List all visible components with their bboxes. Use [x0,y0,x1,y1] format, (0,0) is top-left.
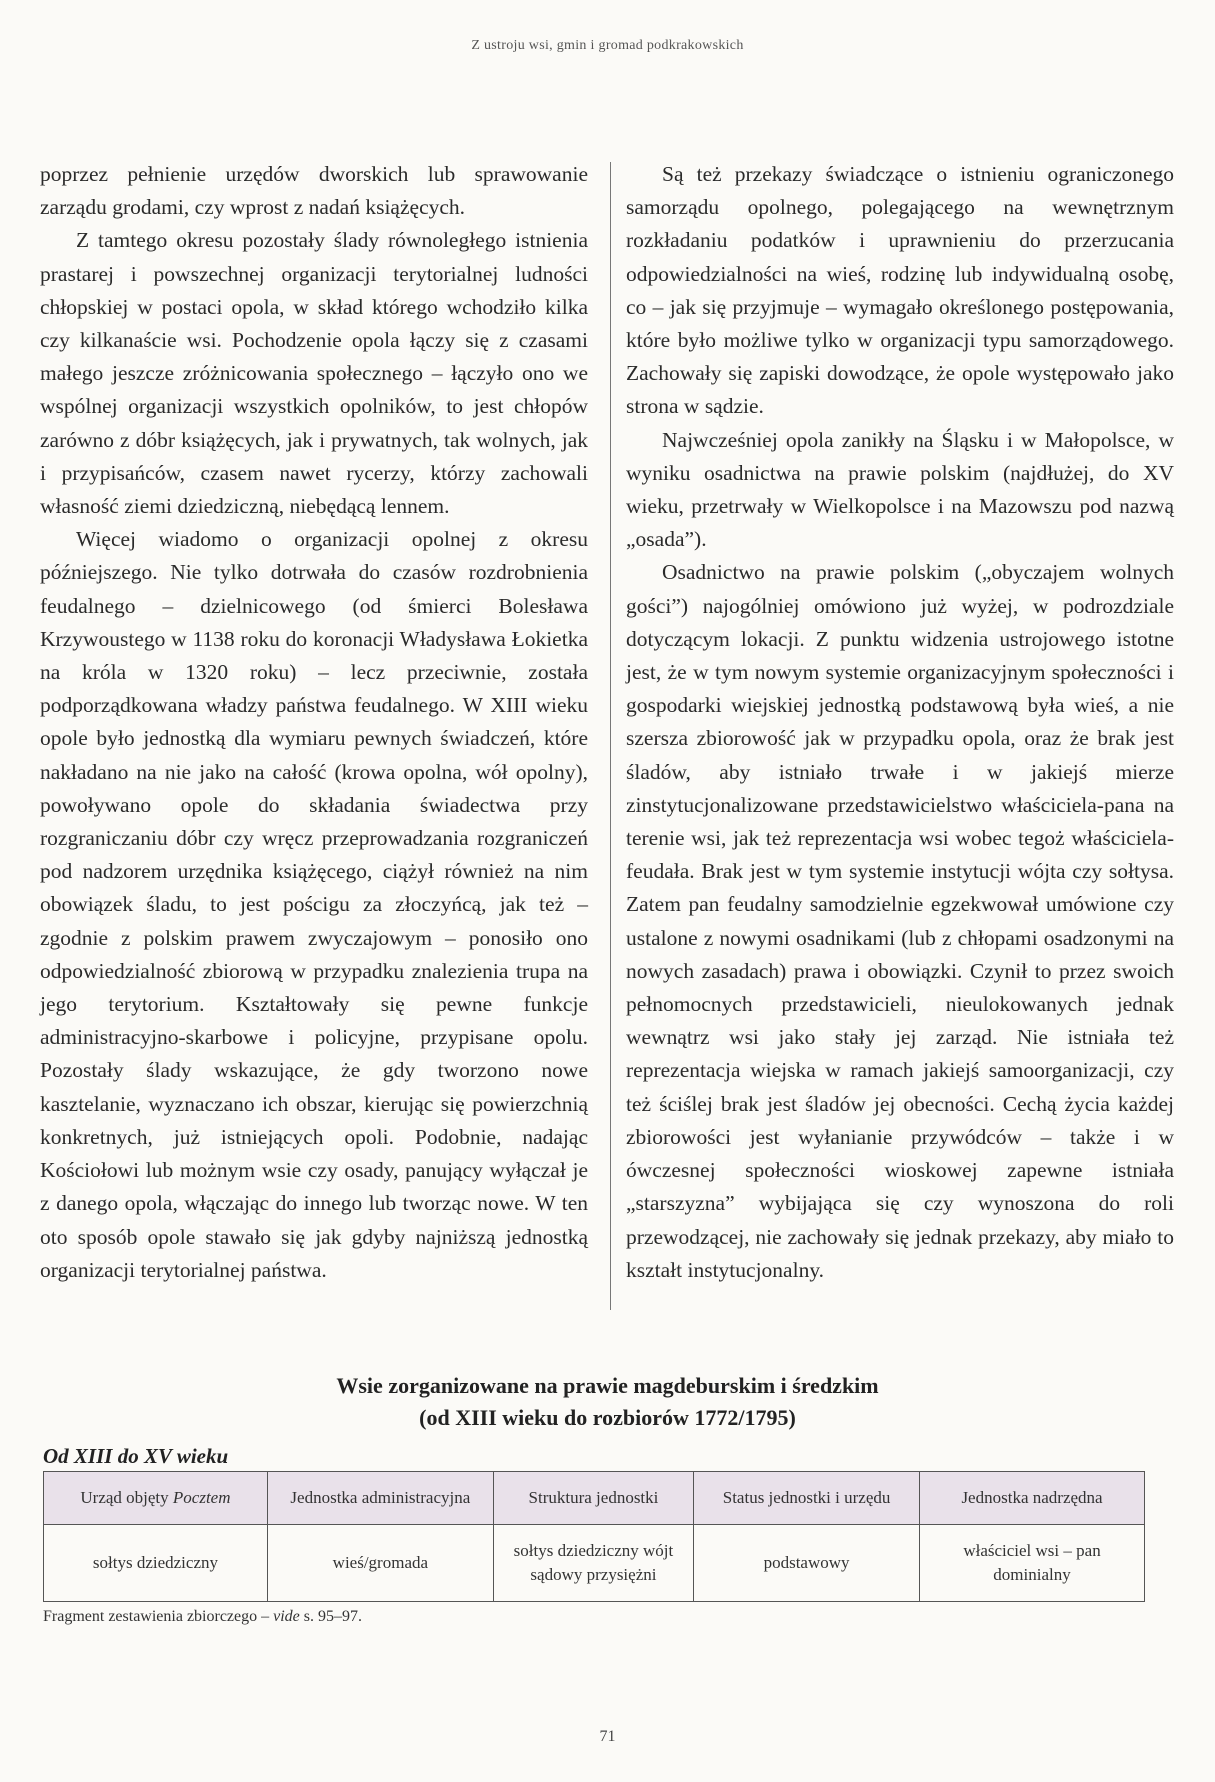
header-cell-admin-unit: Jednostka administracyjna [267,1472,493,1525]
caption-text-end: s. 95–97. [299,1608,363,1625]
paragraph: Więcej wiadomo o organizacji opolnej z okresu późniejszego. Nie tylko dotrwała do czasów rozdrobnienia feudalnego – dzielnicowego (od śmierci Bolesława Krzywoustego w 1138 roku do koronacji Władysława Łokietka na króla w 1320 roku) – lecz przeciwnie, została podporządkowana władzy państwa feudalnego. W XIII wieku opole było jednostką dla wymiaru pewnych świadczeń, które nakładano na nie jako na całość (krowa opolna, wół opolny), powoływano opole do składania świadectwa przy rozgraniczaniu dóbr czy wręcz przeprowadzania rozgraniczeń pod nadzorem urzędnika książęcego, ciążył również na nim obowiązek śladu, to jest pościgu za złoczyńcą, jak też – zgodnie z polskim prawem zwyczajowym – ponosiło ono odpowiedzialność zbiorową w przypadku znalezienia trupa na jego terytorium. Kształtowały się pewne funkcje administracyjno-skarbowe i policyjne, przypisane opolu. Pozostały ślady wskazujące, że gdy tworzono nowe kasztelanie, wyznaczano ich obszar, kierując się powierzchnią konkretnych, już istniejących opoli. Podobnie, nadając Kościołowi lub możnym wsie czy osady, panujący wyłączał je z danego opola, włączając do innego lub tworząc nowe. W ten oto sposób opole stawało się jak gdyby najniższą jednostką organizacji terytorialnej państwa. [40,527,588,1282]
table-row [44,1525,1145,1602]
caption-italic: vide [273,1608,300,1625]
table-cell: właściciel wsi – pan dominialny [920,1525,1145,1602]
caption-text: Fragment zestawienia zbiorczego – [43,1608,274,1625]
table-cell: sołtys dziedziczny [44,1525,268,1602]
table-header-row [44,1472,1145,1525]
paragraph: poprzez pełnienie urzędów dworskich lub sprawowanie zarządu grodami, czy wprost z nadań książęcych. [40,162,588,220]
paragraph: Z tamtego okresu pozostały ślady równoległego istnienia prastarej i powszechnej organizacji terytorialnej ludności chłopskiej w postaci opola, w skład którego wchodziło kilka czy kilkanaście wsi. Pochodzenie opola łączy się z czasami małego jeszcze zróżnicowania społecznego – łączyło ono we wspólnej organizacji wszystkich opolników, to jest chłopów zarówno z dóbr książęcych, jak i prywatnych, tak wolnych, jak i przypisańców, czasem nawet rycerzy, którzy zachowali własność ziemi dziedziczną, niebędącą lennem. [40,228,588,519]
table-cell: sołtys dziedziczny wójt sądowy przysiężni [493,1525,693,1602]
page-number: 71 [599,1728,616,1745]
table-title-line: Wsie zorganizowane na prawie magdeburskim i średzkim [336,1373,879,1398]
paragraph: Są też przekazy świadczące o istnieniu ograniczonego samorządu opolnego, polegającego na wewnętrznym rozkładaniu podatków i uprawnieniu do przerzucania odpowiedzialności na wieś, rodzinę lub indywidualną osobę, co – jak się przyjmuje – wymagało określonego postępowania, które było możliwe tylko w organizacji typu samorządowego. Zachowały się zapiski dowodzące, że opole występowało jako strona w sądzie. [626,162,1174,419]
header-text: Urząd objęty [80,1488,173,1507]
column-divider [610,162,611,1310]
right-text-column [626,158,1174,1287]
table-caption [43,1608,362,1626]
left-text-column [40,158,588,1287]
paragraph: Osadnictwo na prawie polskim („obyczajem wolnych gości”) najogólniej omówiono już wyżej, w podrozdziale dotyczącym lokacji. Z punktu widzenia ustrojowego istotne jest, że w tym nowym systemie organizacyjnym społeczności i gospodarki wiejskiej jednostką podstawową była wieś, a nie szersza zbiorowość jak w przypadku opola, oraz że brak jest śladów, aby istniało trwałe i w jakiejś mierze zinstytucjonalizowane przedstawicielstwo właściciela-pana na terenie wsi, jak też reprezentacja wsi wobec tegoż właściciela-feudała. Brak jest w tym systemie instytucji wójta czy sołtysa. Zatem pan feudalny samodzielnie egzekwował umówione czy ustalone z nowymi osadnikami (lub z chłopami osadzonymi na nowych zasadach) prawa i obowiązki. Czynił to przez swoich pełnomocnych przedstawicieli, nieulokowanych jednak wewnątrz wsi jako stały jej zarząd. Nie istniała też reprezentacja wiejska w ramach jakiejś samoorganizacji, czy też ściślej brak jest śladów jej obecności. Cechą życia każdej zbiorowości jest wyłanianie przywódców – także i w ówczesnej społeczności wioskowej zapewne istniała „starszyzna” wybijająca się czy wynoszona do roli przewodzącej, nie zachowały się jednak przekazy, aby miało to kształt instytucjonalny. [626,560,1174,1282]
table-subtitle-line: (od XIII wieku do rozbiorów 1772/1795) [419,1405,796,1430]
header-italic-text: Pocztem [172,1488,231,1507]
header-cell-structure: Struktura jednostki [493,1472,693,1525]
table-cell: wieś/gromada [267,1525,493,1602]
header-cell-superior-unit: Jednostka nadrzędna [920,1472,1145,1525]
running-header: Z ustroju wsi, gmin i gromad podkrakowskich [471,38,744,53]
header-cell-status: Status jednostki i urzędu [694,1472,920,1525]
table-title [0,1370,1215,1434]
table-cell: podstawowy [694,1525,920,1602]
paragraph: Najwcześniej opola zanikły na Śląsku i w Małopolsce, w wyniku osadnictwa na prawie polskim (najdłużej, do XV wieku, przetrwały w Wielkopolsce i na Mazowszu pod nazwą „osada”). [626,427,1174,552]
table-section-label: Od XIII do XV wieku [43,1444,229,1468]
summary-table [43,1471,1145,1602]
header-cell-office [44,1472,268,1525]
